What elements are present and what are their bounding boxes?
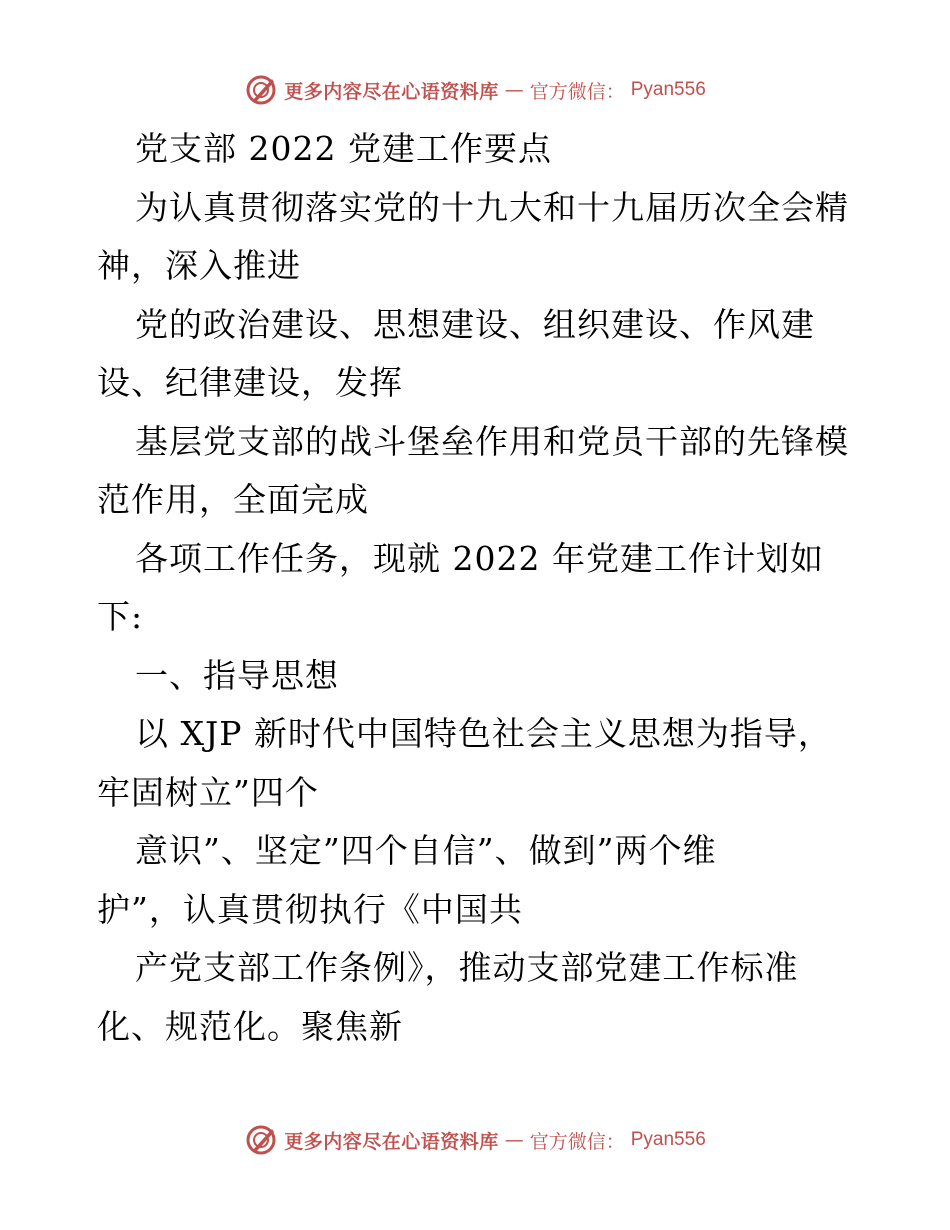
watermark-wechat-id: Pyan556	[630, 79, 706, 100]
watermark-banner-bottom	[0, 1120, 950, 1160]
watermark-wechat-id: Pyan556	[630, 1129, 706, 1150]
paragraph-line: 范作用，全面完成	[97, 480, 369, 519]
paragraph-line: 牢固树立”四个	[97, 772, 319, 812]
paragraph-line: 护”，认真贯彻执行《中国共	[97, 889, 523, 929]
paragraph-line: 以 XJP 新时代中国特色社会主义思想为指导，	[135, 714, 832, 753]
paragraph-line: 基层党支部的战斗堡垒作用和党员干部的先锋模	[135, 421, 849, 461]
watermark-banner-top	[0, 70, 950, 110]
watermark-wechat-label: 官方微信：	[529, 80, 625, 103]
document-body	[97, 120, 857, 1056]
document-title: 党支部 2022 党建工作要点	[135, 129, 552, 168]
paragraph-line: 产党支部工作条例》，推动支部党建工作标准	[135, 948, 799, 987]
paragraph-line: 设、纪律建设，发挥	[97, 363, 403, 402]
quill-seal-icon	[244, 73, 278, 107]
section-heading: 一、指导思想	[135, 655, 339, 695]
paragraph-line: 神，深入推进	[97, 246, 301, 285]
watermark-wechat-label: 官方微信：	[529, 1130, 625, 1153]
paragraph-line: 下:	[97, 597, 144, 636]
watermark-brand: 更多内容尽在心语资料库	[284, 80, 499, 103]
watermark-dash: —	[504, 79, 524, 101]
paragraph-line: 党的政治建设、思想建设、组织建设、作风建	[135, 304, 815, 344]
paragraph-line: 化、规范化。聚焦新	[97, 1006, 403, 1046]
paragraph-line: 各项工作任务，现就 2022 年党建工作计划如	[135, 538, 824, 578]
paragraph-line: 为认真贯彻落实党的十九大和十九届历次全会精	[135, 187, 849, 227]
watermark-dash: —	[504, 1129, 524, 1151]
quill-seal-icon	[244, 1123, 278, 1157]
paragraph-line: 意识”、坚定”四个自信”、做到”两个维	[135, 831, 717, 870]
watermark-brand: 更多内容尽在心语资料库	[284, 1130, 499, 1153]
